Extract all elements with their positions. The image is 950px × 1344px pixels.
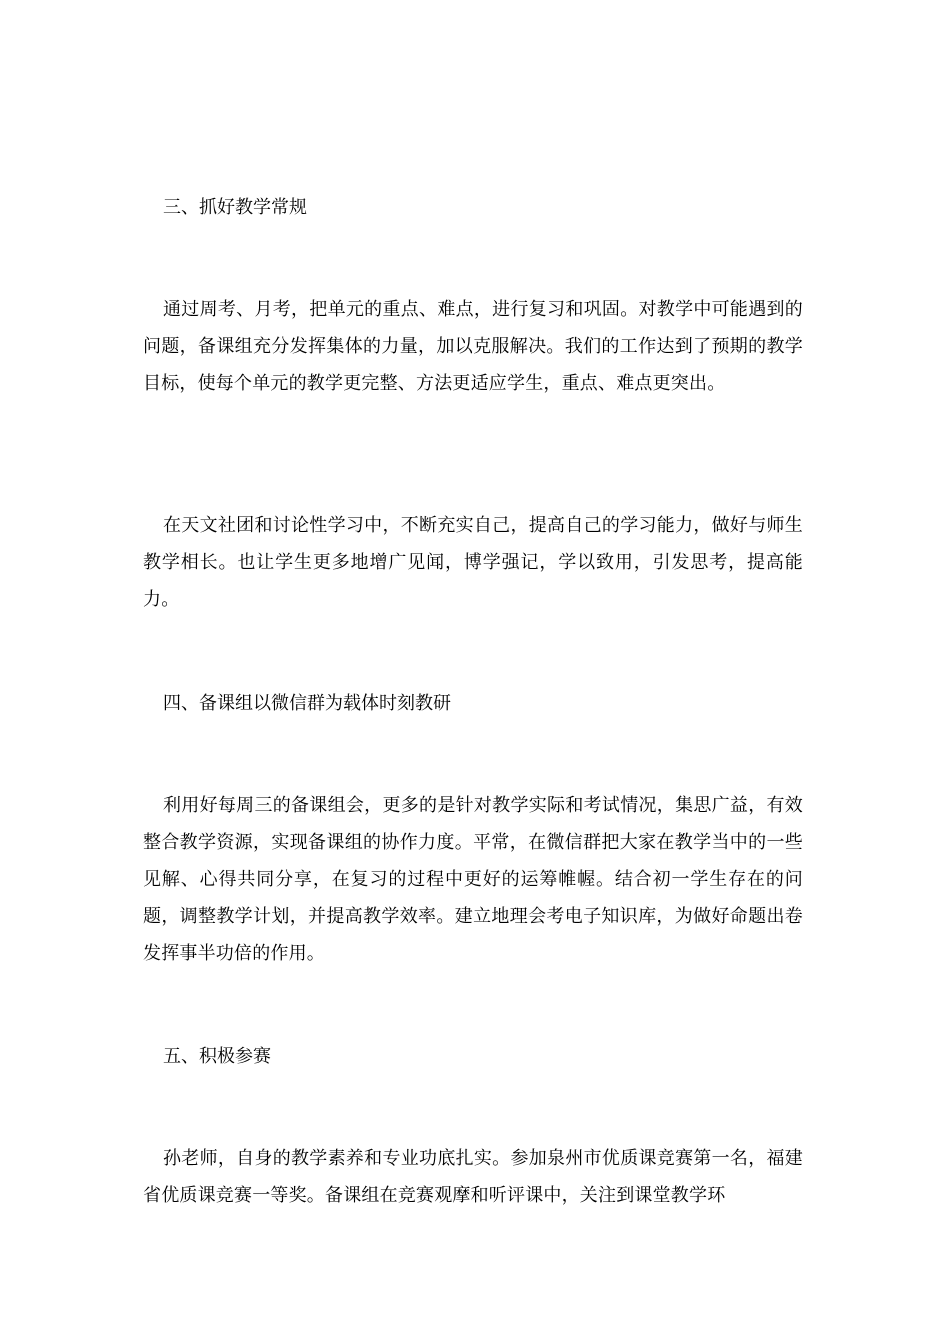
- section-heading-3: 三、抓好教学常规: [163, 197, 307, 218]
- section-heading-5: 五、积极参赛: [163, 1046, 271, 1067]
- paragraph-3-2: 在天文社团和讨论性学习中，不断充实自己，提高自己的学习能力，做好与师生教学相长。也让学生更多地增广见闻，博学强记，学以致用，引发思考，提高能力。: [143, 515, 803, 610]
- paragraph-4-1: 利用好每周三的备课组会，更多的是针对教学实际和考试情况，集思广益，有效整合教学资源，实现备课组的协作力度。平常，在微信群把大家在教学当中的一些见解、心得共同分享，在复习的过程中更好的运筹帷幄。结合初一学生存在的问题，调整教学计划，并提高教学效率。建立地理会考电子知识库，为做好命题出卷发挥事半功倍的作用。: [143, 795, 803, 964]
- paragraph-3-1: 通过周考、月考，把单元的重点、难点，进行复习和巩固。对教学中可能遇到的问题，备课组充分发挥集体的力量，加以克服解决。我们的工作达到了预期的教学目标，使每个单元的教学更完整、方法更适应学生，重点、难点更突出。: [143, 299, 803, 394]
- paragraph-5-1: 孙老师，自身的教学素养和专业功底扎实。参加泉州市优质课竞赛第一名，福建省优质课竞赛一等奖。备课组在竞赛观摩和听评课中，关注到课堂教学环: [143, 1148, 803, 1206]
- section-heading-4: 四、备课组以微信群为载体时刻教研: [163, 693, 451, 714]
